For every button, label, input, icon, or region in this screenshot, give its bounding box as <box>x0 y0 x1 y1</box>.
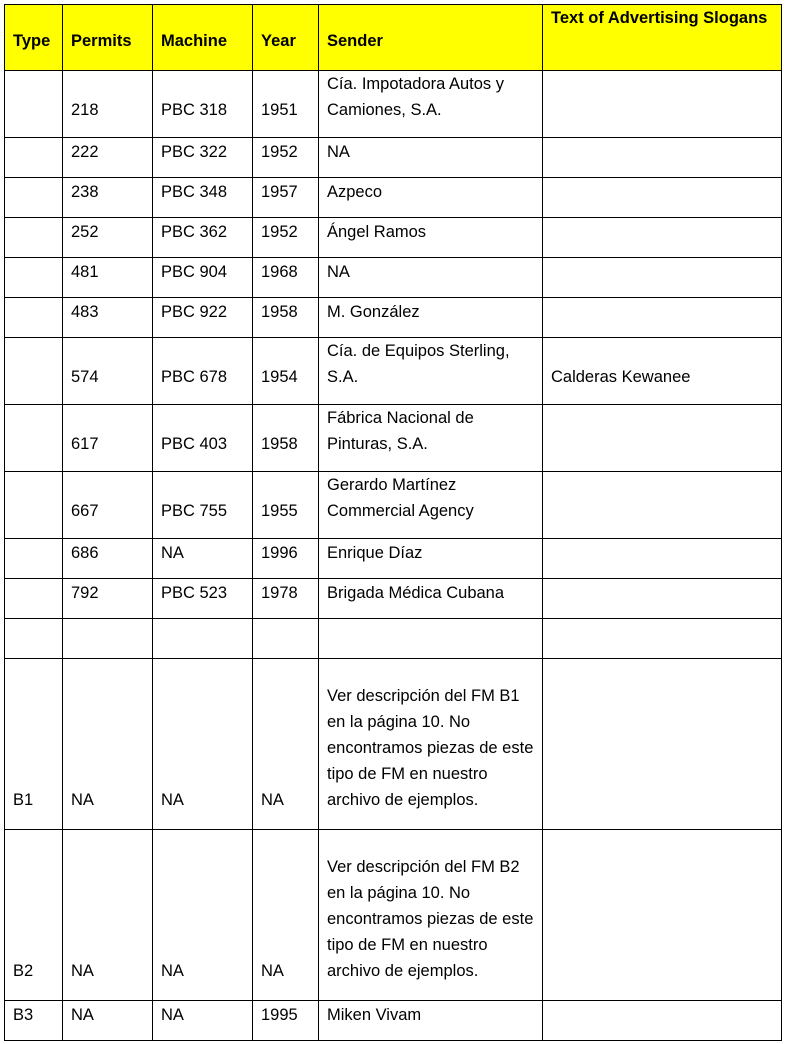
cell-permits: 252 <box>63 218 153 258</box>
cell-year: NA <box>253 830 319 1001</box>
cell-type <box>5 539 63 579</box>
cell-sender: NA <box>319 138 543 178</box>
cell-slogan <box>543 472 782 539</box>
cell-slogan: Calderas Kewanee <box>543 338 782 405</box>
cell-slogan <box>543 539 782 579</box>
table-row <box>5 830 782 1001</box>
cell-sender: NA <box>319 258 543 298</box>
table-row <box>5 539 782 579</box>
cell-permits: 792 <box>63 579 153 619</box>
column-header-type: Type <box>5 5 63 71</box>
cell-year: 1955 <box>253 472 319 539</box>
cell-sender: Fábrica Nacional de Pinturas, S.A. <box>319 405 543 472</box>
cell-machine: PBC 904 <box>153 258 253 298</box>
cell-machine: NA <box>153 1001 253 1041</box>
cell-year: 1968 <box>253 258 319 298</box>
cell-permits: 686 <box>63 539 153 579</box>
cell-year: 1996 <box>253 539 319 579</box>
cell-permits: 238 <box>63 178 153 218</box>
cell-year: 1995 <box>253 1001 319 1041</box>
cell-slogan <box>543 298 782 338</box>
cell-machine: PBC 318 <box>153 71 253 138</box>
cell-type: B1 <box>5 659 63 830</box>
cell-permits <box>63 619 153 659</box>
cell-type <box>5 258 63 298</box>
cell-sender: Cía. Impotadora Autos y Camiones, S.A. <box>319 71 543 138</box>
table-row <box>5 258 782 298</box>
cell-sender: Cía. de Equipos Sterling, S.A. <box>319 338 543 405</box>
table-row <box>5 218 782 258</box>
cell-machine: NA <box>153 539 253 579</box>
cell-slogan <box>543 178 782 218</box>
table-row <box>5 405 782 472</box>
cell-permits: NA <box>63 1001 153 1041</box>
cell-type <box>5 579 63 619</box>
cell-slogan <box>543 71 782 138</box>
cell-sender: Ver descripción del FM B1 en la página 10. No encontramos piezas de este tipo de FM en nuestro archivo de ejemplos. <box>319 659 543 830</box>
cell-type <box>5 298 63 338</box>
cell-sender <box>319 619 543 659</box>
cell-permits: 481 <box>63 258 153 298</box>
cell-permits: NA <box>63 659 153 830</box>
table-row <box>5 338 782 405</box>
cell-type: B2 <box>5 830 63 1001</box>
cell-type <box>5 472 63 539</box>
cell-type <box>5 71 63 138</box>
cell-permits: 574 <box>63 338 153 405</box>
cell-sender: Ver descripción del FM B2 en la página 10. No encontramos piezas de este tipo de FM en nuestro archivo de ejemplos. <box>319 830 543 1001</box>
cell-slogan <box>543 405 782 472</box>
cell-year: 1957 <box>253 178 319 218</box>
table-row <box>5 579 782 619</box>
cell-year: 1958 <box>253 298 319 338</box>
cell-machine: NA <box>153 659 253 830</box>
table-row <box>5 138 782 178</box>
cell-year: 1978 <box>253 579 319 619</box>
cell-sender: Gerardo Martínez Commercial Agency <box>319 472 543 539</box>
cell-slogan <box>543 659 782 830</box>
cell-machine: PBC 922 <box>153 298 253 338</box>
table-row <box>5 659 782 830</box>
cell-slogan <box>543 258 782 298</box>
cell-machine: PBC 403 <box>153 405 253 472</box>
table-row <box>5 298 782 338</box>
cell-year: 1951 <box>253 71 319 138</box>
cell-type <box>5 405 63 472</box>
table-row <box>5 472 782 539</box>
cell-type <box>5 218 63 258</box>
cell-type: B3 <box>5 1001 63 1041</box>
cell-year: 1954 <box>253 338 319 405</box>
cell-permits: 667 <box>63 472 153 539</box>
cell-machine: PBC 362 <box>153 218 253 258</box>
cell-permits: 222 <box>63 138 153 178</box>
cell-year: 1958 <box>253 405 319 472</box>
cell-slogan <box>543 218 782 258</box>
table-row <box>5 1001 782 1041</box>
cell-slogan <box>543 579 782 619</box>
header-row <box>5 5 782 71</box>
table-row-empty <box>5 619 782 659</box>
cell-sender: Ángel Ramos <box>319 218 543 258</box>
cell-sender: Azpeco <box>319 178 543 218</box>
cell-year: NA <box>253 659 319 830</box>
cell-machine: PBC 523 <box>153 579 253 619</box>
cell-year <box>253 619 319 659</box>
cell-slogan <box>543 830 782 1001</box>
column-header-sender: Sender <box>319 5 543 71</box>
table-row <box>5 178 782 218</box>
cell-permits: NA <box>63 830 153 1001</box>
cell-type <box>5 619 63 659</box>
franking-machine-table <box>4 4 782 1041</box>
cell-machine: PBC 322 <box>153 138 253 178</box>
cell-slogan <box>543 138 782 178</box>
cell-year: 1952 <box>253 218 319 258</box>
cell-slogan <box>543 1001 782 1041</box>
column-header-year: Year <box>253 5 319 71</box>
cell-sender: Miken Vivam <box>319 1001 543 1041</box>
column-header-permits: Permits <box>63 5 153 71</box>
cell-machine <box>153 619 253 659</box>
cell-permits: 483 <box>63 298 153 338</box>
cell-machine: PBC 678 <box>153 338 253 405</box>
cell-machine: NA <box>153 830 253 1001</box>
cell-sender: M. González <box>319 298 543 338</box>
table-row <box>5 71 782 138</box>
column-header-machine: Machine <box>153 5 253 71</box>
cell-machine: PBC 755 <box>153 472 253 539</box>
cell-type <box>5 138 63 178</box>
cell-permits: 617 <box>63 405 153 472</box>
cell-year: 1952 <box>253 138 319 178</box>
cell-permits: 218 <box>63 71 153 138</box>
column-header-slogans: Text of Advertising Slogans <box>543 5 782 71</box>
cell-type <box>5 338 63 405</box>
cell-sender: Enrique Díaz <box>319 539 543 579</box>
cell-slogan <box>543 619 782 659</box>
cell-type <box>5 178 63 218</box>
cell-sender: Brigada Médica Cubana <box>319 579 543 619</box>
cell-machine: PBC 348 <box>153 178 253 218</box>
